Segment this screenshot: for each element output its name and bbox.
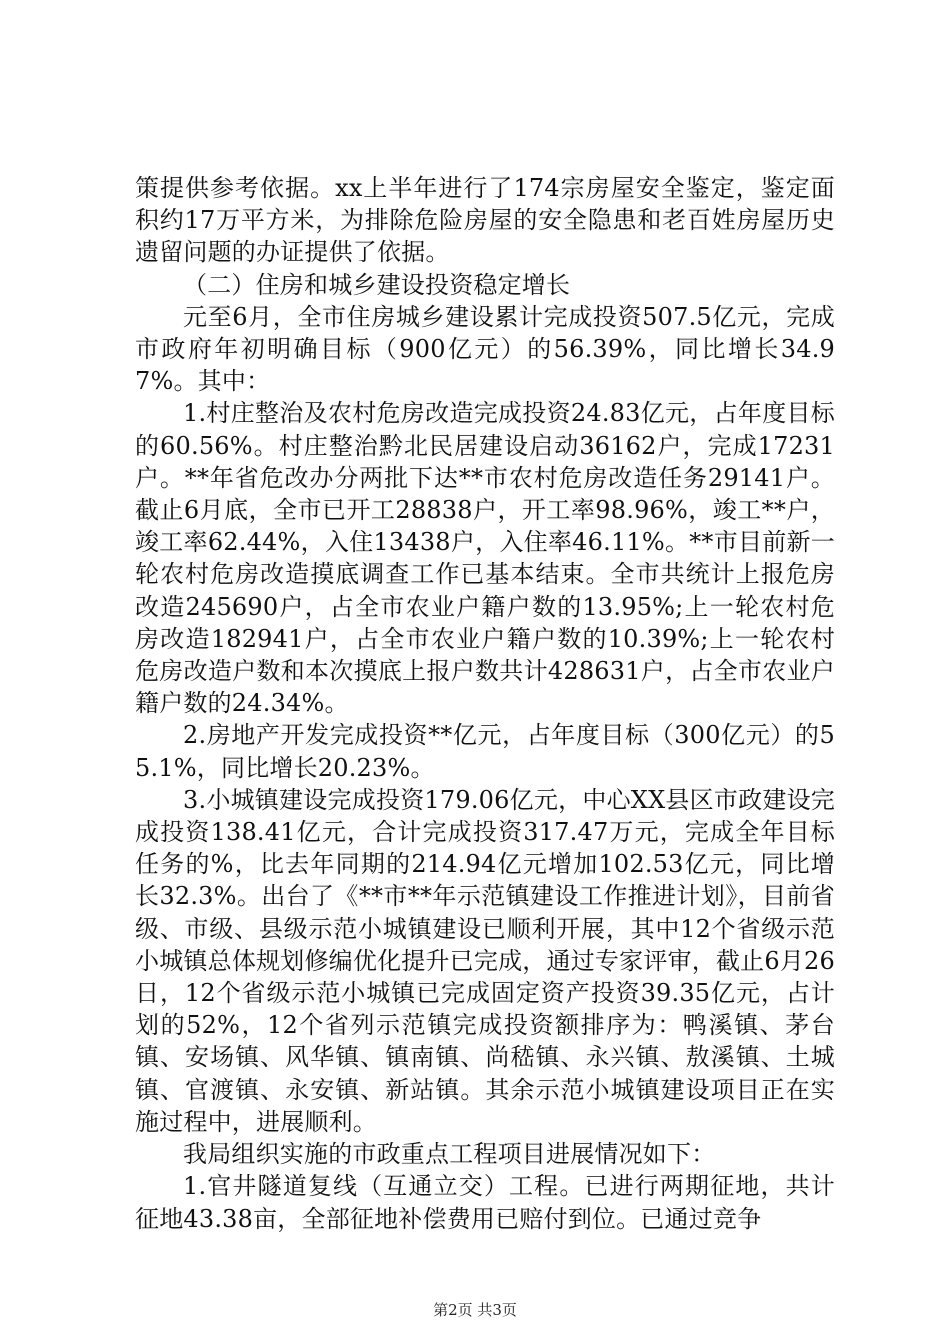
paragraph-small-towns: 3.小城镇建设完成投资179.06亿元，中心XX县区市政建设完成投资138.41亿元，合计完成投资317.47万元，完成全年目标任务的%，比去年同期的214.94亿元增加102.53亿元，同比增长32.3%。出台了《**市**年示范镇建设工作推进计划》，目前省级、市级、县级示范小城镇建设已顺利开展，其中12个省级示范小城镇总体规划修编优化提升已完成，通过专家评审，截止6月26日，12个省级示范小城镇已完成固定资产投资39.35亿元，占计划的52%，12个省列示范镇完成投资额排序为：鸭溪镇、茅台镇、安场镇、风华镇、镇南镇、尚嵇镇、永兴镇、敖溪镇、土城镇、官渡镇、永安镇、新站镇。其余示范小城镇建设项目正在实施过程中，进展顺利。 [135,785,835,1136]
paragraph-village-renovation: 1.村庄整治及农村危房改造完成投资24.83亿元，占年度目标的60.56%。村庄整治黔北民居建设启动36162户，完成17231户。**年省危改办分两批下达**市农村危房改造任务29141户。截止6月底，全市已开工28838户，开工率98.96%，竣工**户，竣工率62.44%，入住13438户，入住率46.11%。**市目前新一轮农村危房改造摸底调查工作已基本结束。全市共统计上报危房改造245690户，占全市农业户籍户数的13.95%;上一轮农村危房改造182941户，占全市农业户籍户数的10.39%;上一轮农村危房改造户数和本次摸底上报户数共计428631户，占全市农业户籍户数的24.34%。 [135,399,835,718]
paragraph-guanjing-tunnel: 1.官井隧道复线（互通立交）工程。已进行两期征地，共计征地43.38亩，全部征地补偿费用已赔付到位。已通过竞争 [135,1172,835,1233]
document-body [135,172,835,1235]
section-heading-investment: （二）住房和城乡建设投资稳定增长 [183,270,571,299]
page-footer: 第2页 共3页 [433,1301,517,1319]
paragraph-real-estate: 2.房地产开发完成投资**亿元，占年度目标（300亿元）的55.1%，同比增长20.23%。 [135,721,835,782]
paragraph-appraisal-continuation: 策提供参考依据。xx上半年进行了174宗房屋安全鉴定，鉴定面积约17万平方米，为排除危险房屋的安全隐患和老百姓房屋历史遗留问题的办证提供了依据。 [135,174,835,267]
paragraph-investment-summary: 元至6月，全市住房城乡建设累计完成投资507.5亿元，完成市政府年初明确目标（900亿元）的56.39%，同比增长34.97%。其中： [135,302,835,396]
paragraph-municipal-projects-intro: 我局组织实施的市政重点工程项目进展情况如下： [183,1140,716,1169]
